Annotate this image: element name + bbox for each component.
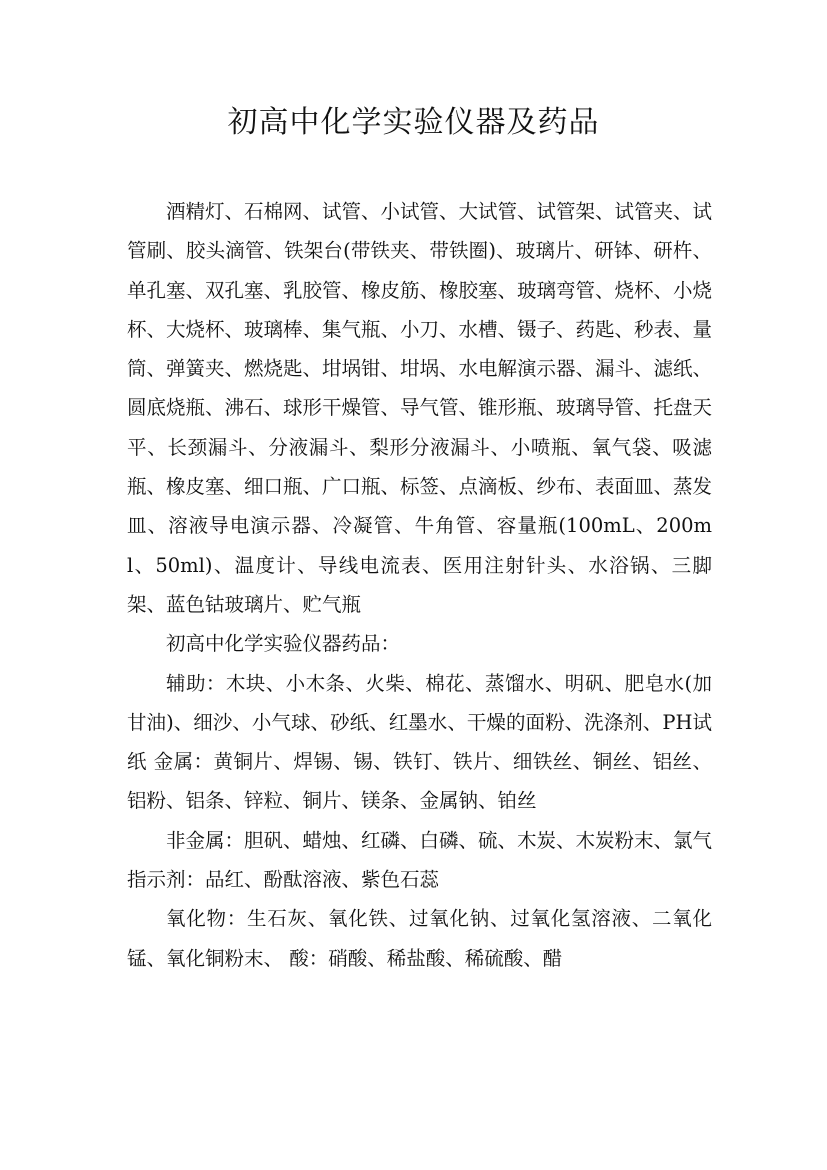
paragraph-section-heading: 初高中化学实验仪器药品： bbox=[166, 632, 401, 656]
document-title: 初高中化学实验仪器及药品 bbox=[227, 105, 600, 140]
paragraph-nonmetals-and-indicators: 非金属：胆矾、蜡烛、红磷、白磷、硫、木炭、木炭粉末、氯气 指示剂：品红、酚酞溶液、紫色石蕊 bbox=[127, 828, 713, 892]
paragraph-instrument-list: 酒精灯、石棉网、试管、小试管、大试管、试管架、试管夹、试管刷、胶头滴管、铁架台(带铁夹、带铁圈)、玻璃片、研钵、研杵、单孔塞、双孔塞、乳胶管、橡皮筋、橡胶塞、玻璃弯管、烧杯、小烧杯、大烧杯、玻璃棒、集气瓶、小刀、水槽、镊子、药匙、秒表、量筒、弹簧夹、燃烧匙、坩埚钳、坩埚、水电解演示器、漏斗、滤纸、圆底烧瓶、沸石、球形干燥管、导气管、锥形瓶、玻璃导管、托盘天平、长颈漏斗、分液漏斗、梨形分液漏斗、小喷瓶、氧气袋、吸滤瓶、橡皮塞、细口瓶、广口瓶、标签、点滴板、纱布、表面皿、蒸发皿、溶液导电演示器、冷凝管、牛角管、容量瓶(100mL、200ml、50ml)、温度计、导线电流表、医用注射针头、水浴锅、三脚架、蓝色钴玻璃片、贮气瓶 bbox=[127, 200, 713, 616]
paragraph-auxiliary-and-metals: 辅助：木块、小木条、火柴、棉花、蒸馏水、明矾、肥皂水(加甘油)、细沙、小气球、砂纸、红墨水、干燥的面粉、洗涤剂、PH试纸 金属：黄铜片、焊锡、锡、铁钉、铁片、细铁丝、铜丝、铝丝、铝粉、铝条、锌粒、铜片、镁条、金属钠、铂丝 bbox=[127, 671, 712, 813]
paragraph-oxides-and-acids: 氧化物：生石灰、氧化铁、过氧化钠、过氧化氢溶液、二氧化锰、氧化铜粉末、 酸：硝酸、稀盐酸、稀硫酸、醋 bbox=[127, 907, 712, 970]
document-body bbox=[127, 192, 712, 978]
